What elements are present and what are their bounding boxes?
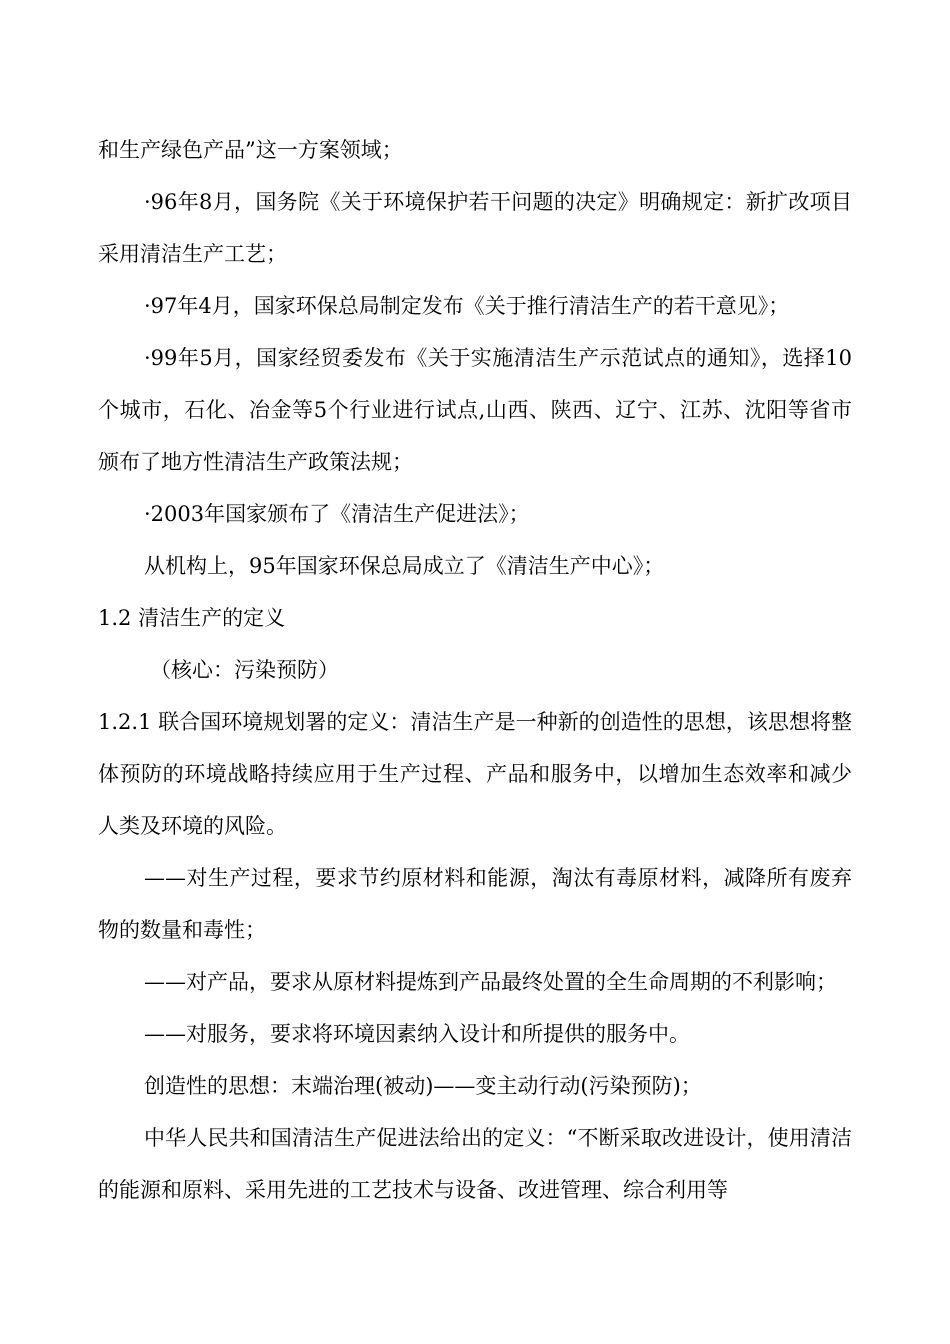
- document-body: [98, 124, 852, 1216]
- paragraph-services: ——对服务，要求将环境因素纳入设计和所提供的服务中。: [144, 1022, 690, 1046]
- paragraph-1996-decision: ·96年8月，国务院《关于环境保护若干问题的决定》明确规定：新扩改项目采用清洁生产工艺；: [98, 190, 852, 266]
- paragraph-2003-law: ·2003年国家颁布了《清洁生产促进法》；: [144, 502, 530, 526]
- paragraph-prc-definition: 中华人民共和国清洁生产促进法给出的定义：“不断采取改进设计，使用清洁的能源和原料、采用先进的工艺技术与设备、改进管理、综合利用等: [98, 1126, 852, 1202]
- paragraph-production-process: ——对生产过程，要求节约原材料和能源，淘汰有毒原材料，减降所有废弃物的数量和毒性；: [98, 866, 852, 942]
- paragraph-1999-notice: ·99年5月，国家经贸委发布《关于实施清洁生产示范试点的通知》，选择10个城市，石化、冶金等5个行业进行试点,山西、陕西、辽宁、江苏、沈阳等省市颁布了地方性清洁生产政策法规；: [98, 346, 852, 474]
- section-heading-1-2-1: 1.2.1 联合国环境规划署的定义：清洁生产是一种新的创造性的思想，该思想将整体预防的环境战略持续应用于生产过程、产品和服务中，以增加生态效率和减少人类及环境的风险。: [98, 710, 852, 838]
- paragraph-creative-thinking: 创造性的思想：末端治理(被动)——变主动行动(污染预防)；: [144, 1074, 702, 1098]
- section-heading-1-2: 1.2 清洁生产的定义: [98, 606, 286, 630]
- paragraph-1997-opinions: ·97年4月，国家环保总局制定发布《关于推行清洁生产的若干意见》；: [144, 294, 790, 318]
- paragraph-products: ——对产品，要求从原材料提炼到产品最终处置的全生命周期的不利影响；: [144, 970, 837, 994]
- paragraph-institution: 从机构上，95年国家环保总局成立了《清洁生产中心》；: [144, 554, 665, 578]
- paragraph-green-products: 和生产绿色产品”这一方案领域；: [98, 138, 403, 162]
- core-note: （核心：污染预防）: [150, 658, 339, 682]
